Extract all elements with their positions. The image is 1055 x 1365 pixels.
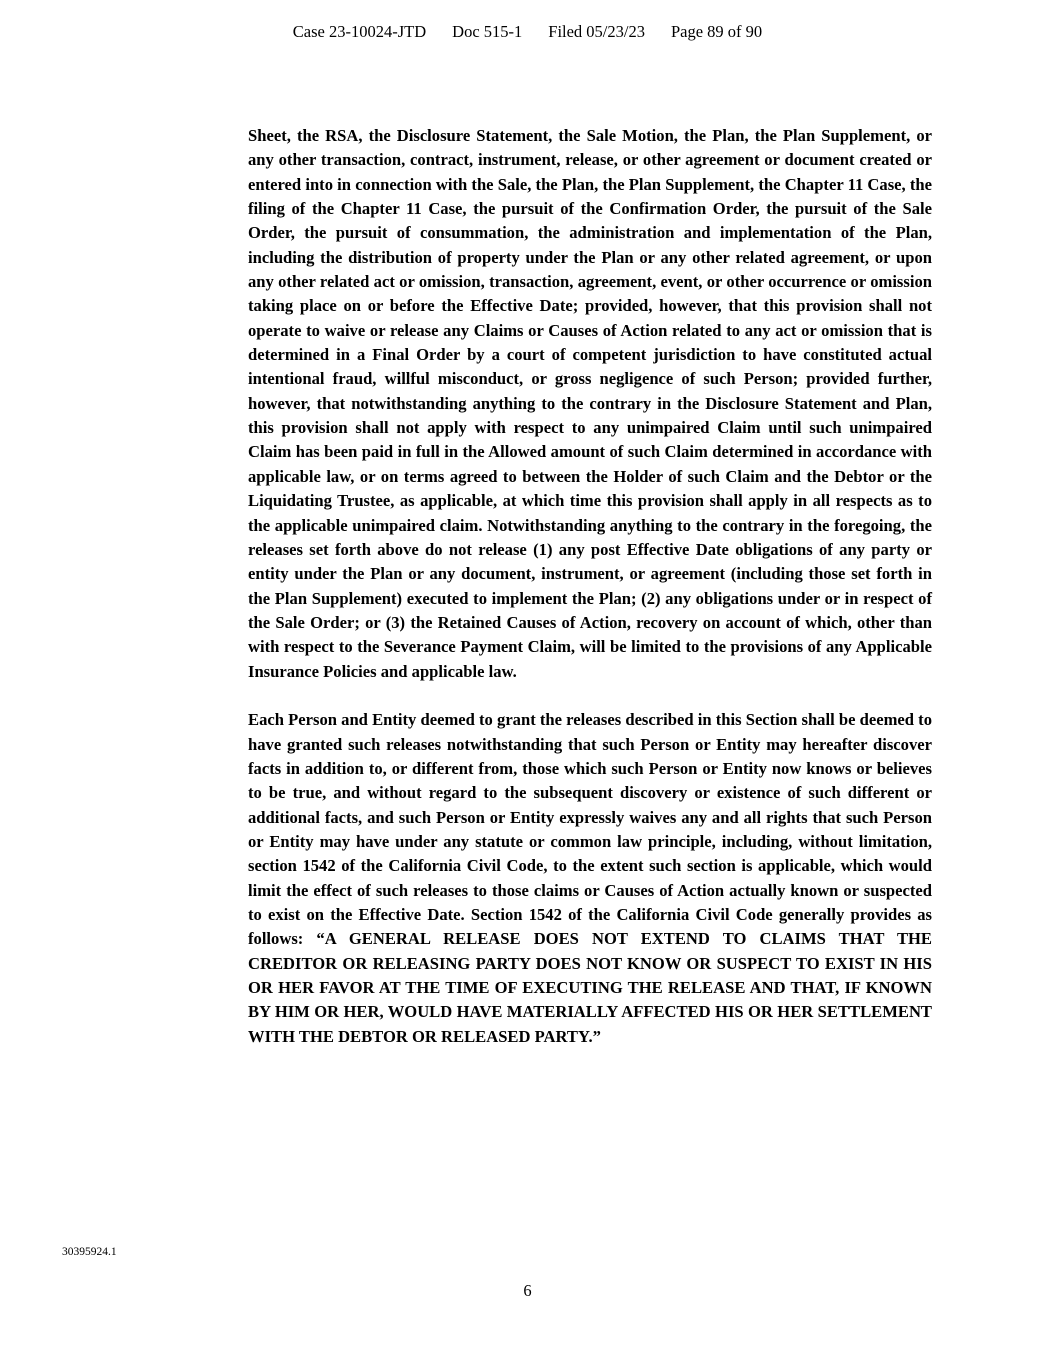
document-body — [248, 124, 932, 1049]
paragraph-release-provisions: Sheet, the RSA, the Disclosure Statement, the Sale Motion, the Plan, the Plan Supplement, or any other transaction, contract, instrument, release, or other agreement or document created or entered into in connection with the Sale, the Plan, the Plan Supplement, the Chapter 11 Case, the filing of the Chapter 11 Case, the pursuit of the Confirmation Order, the pursuit of the Sale Order, the pursuit of consummation, the administration and implementation of the Plan, including the distribution of property under the Plan or any other related agreement, or upon any other related act or omission, transaction, agreement, event, or other occurrence or omission taking place on or before the Effective Date; provided, however, that this provision shall not operate to waive or release any Claims or Causes of Action related to any act or omission that is determined in a Final Order by a court of competent jurisdiction to have constituted actual intentional fraud, willful misconduct, or gross negligence of such Person; provided further, however, that notwithstanding anything to the contrary in the Disclosure Statement and Plan, this provision shall not apply with respect to any unimpaired Claim until such unimpaired Claim has been paid in full in the Allowed amount of such Claim determined in accordance with applicable law, or on terms agreed to between the Holder of such Claim and the Debtor or the Liquidating Trustee, as applicable, at which time this provision shall apply in all respects as to the applicable unimpaired claim. Notwithstanding anything to the contrary in the foregoing, the releases set forth above do not release (1) any post Effective Date obligations of any party or entity under the Plan or any document, instrument, or agreement (including those set forth in the Plan Supplement) executed to implement the Plan; (2) any obligations under or in respect of the Sale Order; or (3) the Retained Causes of Action, recovery on account of which, other than with respect to the Severance Payment Claim, will be limited to the provisions of any Applicable Insurance Policies and applicable law. — [248, 126, 932, 681]
doc-number: Doc 515-1 — [452, 22, 523, 41]
case-caption-header — [0, 22, 1055, 42]
document-id-footer: 30395924.1 — [62, 1246, 117, 1258]
case-number: Case 23-10024-JTD — [292, 22, 427, 41]
paragraph-section-1542-waiver: Each Person and Entity deemed to grant the releases described in this Section shall be deemed to have granted such releases notwithstanding that such Person or Entity may hereafter discover facts in addition to, or different from, those which such Person or Entity now knows or believes to be true, and without regard to the subsequent discovery or existence of such different or additional facts, and such Person or Entity expressly waives any and all rights that such Person or Entity may have under any statute or common law principle, including, without limitation, section 1542 of the California Civil Code, to the extent such section is applicable, which would limit the effect of such releases to those claims or Causes of Action actually known or suspected to exist on the Effective Date. Section 1542 of the California Civil Code generally provides as follows: “A GENERAL RELEASE DOES NOT EXTEND TO CLAIMS THAT THE CREDITOR OR RELEASING PARTY DOES NOT KNOW OR SUSPECT TO EXIST IN HIS OR HER FAVOR AT THE TIME OF EXECUTING THE RELEASE AND THAT, IF KNOWN BY HIM OR HER, WOULD HAVE MATERIALLY AFFECTED HIS OR HER SETTLEMENT WITH THE DEBTOR OR RELEASED PARTY.” — [248, 710, 932, 1046]
page-indicator: Page 89 of 90 — [670, 22, 763, 41]
filed-date: Filed 05/23/23 — [548, 22, 645, 41]
page-number: 6 — [523, 1281, 532, 1300]
